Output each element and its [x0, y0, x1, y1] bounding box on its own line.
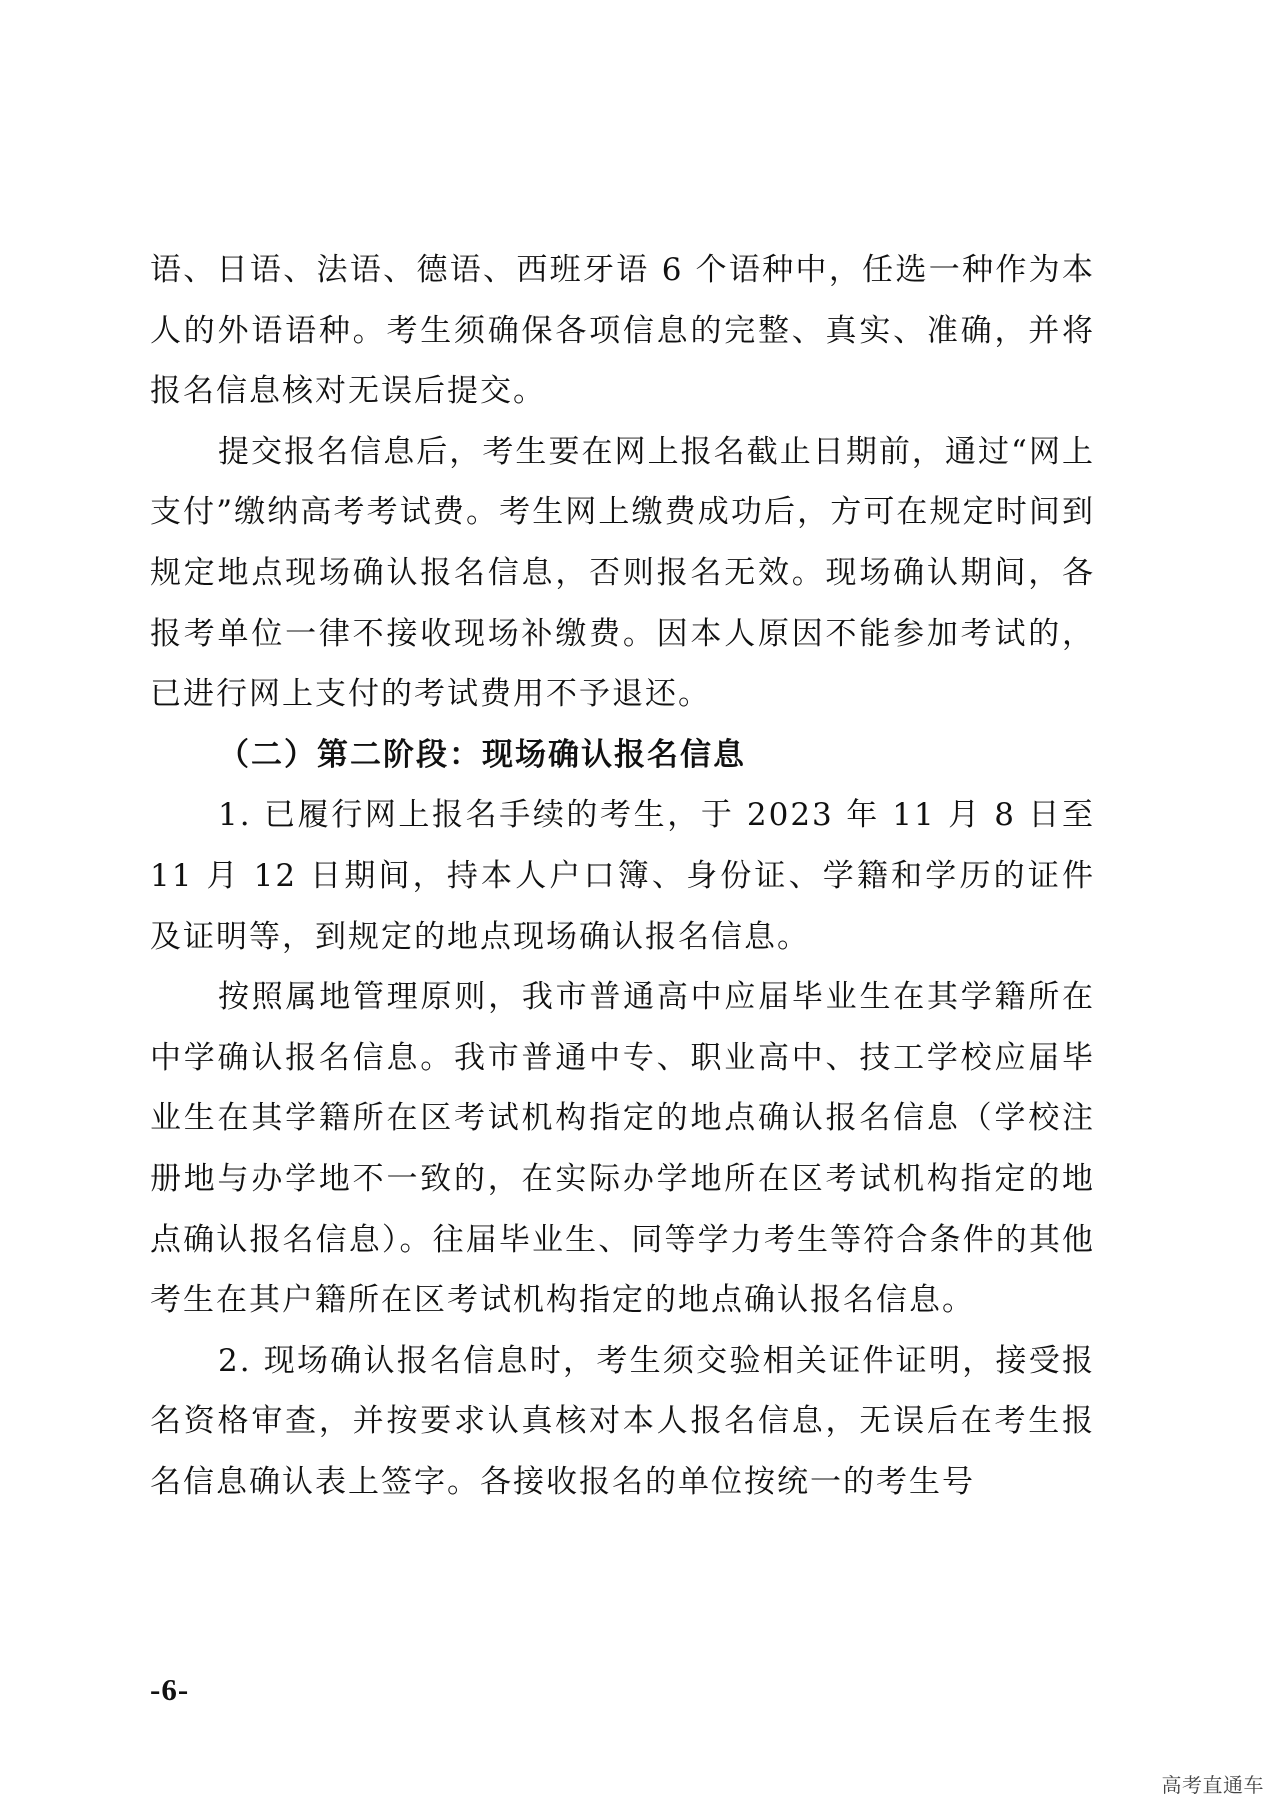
- watermark: 高考直通车: [1161, 1773, 1264, 1797]
- paragraph-2: 提交报名信息后，考生要在网上报名截止日期前，通过“网上支付”缴纳高考考试费。考生网上缴费成功后，方可在规定时间到规定地点现场确认报名信息，否则报名无效。现场确认期间，各报考单位一律不接收现场补缴费。因本人原因不能参加考试的，已进行网上支付的考试费用不予退还。: [150, 433, 1095, 713]
- body-text: [150, 240, 1095, 1512]
- section-heading: （二）第二阶段：现场确认报名信息: [218, 736, 746, 773]
- paragraph-1: 语、日语、法语、德语、西班牙语 6 个语种中，任选一种作为本人的外语语种。考生须确保各项信息的完整、真实、准确，并将报名信息核对无误后提交。: [150, 252, 1095, 410]
- page-number: -6-: [150, 1672, 190, 1707]
- paragraph-5: 2. 现场确认报名信息时，考生须交验相关证件证明，接受报名资格审查，并按要求认真核对本人报名信息，无误后在考生报名信息确认表上签字。各接收报名的单位按统一的考生号: [150, 1342, 1095, 1500]
- paragraph-3: 1. 已履行网上报名手续的考生，于 2023 年 11 月 8 日至 11 月 12 日期间，持本人户口簿、身份证、学籍和学历的证件及证明等，到规定的地点现场确认报名信息。: [150, 797, 1095, 955]
- paragraph-4: 按照属地管理原则，我市普通高中应届毕业生在其学籍所在中学确认报名信息。我市普通中专、职业高中、技工学校应届毕业生在其学籍所在区考试机构指定的地点确认报名信息（学校注册地与办学地不一致的，在实际办学地所在区考试机构指定的地点确认报名信息）。往届毕业生、同等学力考生等符合条件的其他考生在其户籍所在区考试机构指定的地点确认报名信息。: [150, 979, 1095, 1319]
